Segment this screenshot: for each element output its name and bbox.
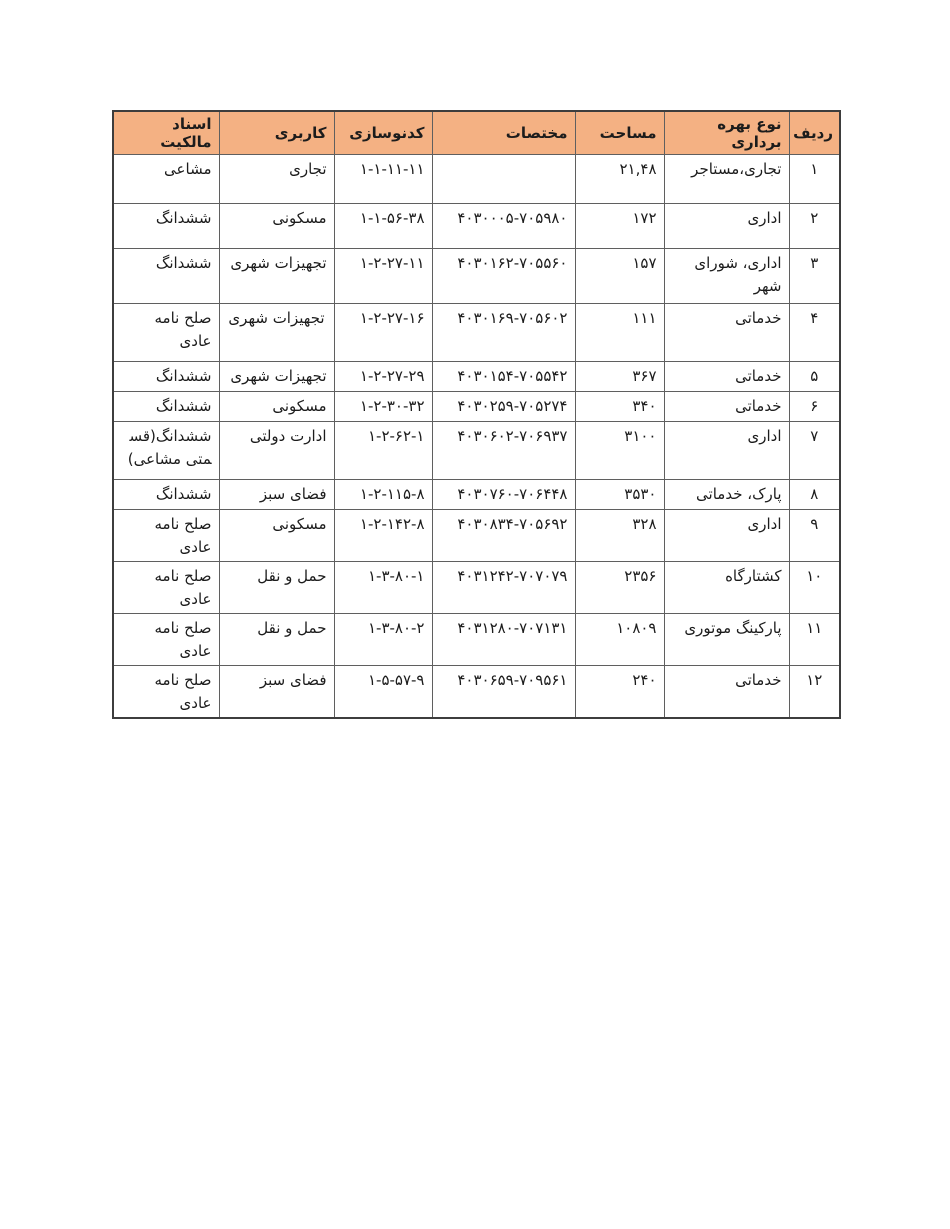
cell-utilization-type: خدماتی [664, 362, 789, 392]
cell-ownership-deed: صلح نامه عادی [113, 614, 219, 666]
col-header-row-number: ردیف [789, 111, 840, 155]
cell-ownership-deed: ششدانگ [113, 362, 219, 392]
cell-utilization-type: پارک، خدماتی [664, 480, 789, 510]
cell-landuse: تجهیزات شهری [219, 249, 334, 304]
cell-utilization-type: خدماتی [664, 392, 789, 422]
cell-row-number: ۷ [789, 422, 840, 480]
cell-utilization-type: خدماتی [664, 304, 789, 362]
cell-ownership-deed: ششدانگ [113, 249, 219, 304]
table-header-row [113, 111, 840, 155]
cell-coordinates: ۴۰۳۰۱۵۴-۷۰۵۵۴۲ [432, 362, 575, 392]
cell-renovation-code: ۱-۲-۱۴۲-۸ [334, 510, 432, 562]
cell-renovation-code: ۱-۱-۱۱-۱۱ [334, 155, 432, 204]
cell-renovation-code: ۱-۳-۸۰-۲ [334, 614, 432, 666]
col-header-utilization-type: نوع بهره برداری [664, 111, 789, 155]
cell-utilization-type: اداری [664, 510, 789, 562]
cell-area: ۳۲۸ [575, 510, 664, 562]
cell-utilization-type: خدماتی [664, 666, 789, 719]
cell-coordinates: ۴۰۳۰۰۰۵-۷۰۵۹۸۰ [432, 204, 575, 249]
table-row [113, 666, 840, 719]
cell-renovation-code: ۱-۲-۳۰-۳۲ [334, 392, 432, 422]
table-row [113, 510, 840, 562]
cell-renovation-code: ۱-۲-۲۷-۱۶ [334, 304, 432, 362]
col-header-landuse: کاربری [219, 111, 334, 155]
cell-ownership-deed: ششدانگ(قسمتی مشاعی) [113, 422, 219, 480]
cell-ownership-deed: مشاعی [113, 155, 219, 204]
table-row [113, 204, 840, 249]
cell-ownership-deed: ششدانگ [113, 392, 219, 422]
cell-renovation-code: ۱-۵-۵۷-۹ [334, 666, 432, 719]
cell-ownership-deed: ششدانگ [113, 204, 219, 249]
cell-landuse: فضای سبز [219, 666, 334, 719]
cell-renovation-code: ۱-۳-۸۰-۱ [334, 562, 432, 614]
table-row [113, 392, 840, 422]
cell-row-number: ۳ [789, 249, 840, 304]
col-header-area: مساحت [575, 111, 664, 155]
cell-ownership-deed: ششدانگ [113, 480, 219, 510]
cell-landuse: مسکونی [219, 392, 334, 422]
cell-ownership-deed: صلح نامه عادی [113, 510, 219, 562]
cell-landuse: تجهیزات شهری [219, 362, 334, 392]
cell-utilization-type: پارکینگ موتوری [664, 614, 789, 666]
cell-coordinates [432, 155, 575, 204]
cell-area: ۲۱,۴۸ [575, 155, 664, 204]
cell-coordinates: ۴۰۳۱۲۴۲-۷۰۷۰۷۹ [432, 562, 575, 614]
properties-table [112, 110, 841, 719]
cell-utilization-type: اداری [664, 422, 789, 480]
cell-landuse: ادارت دولتی [219, 422, 334, 480]
table-row [113, 362, 840, 392]
table-row [113, 304, 840, 362]
cell-renovation-code: ۱-۲-۲۷-۲۹ [334, 362, 432, 392]
cell-area: ۱۰۸۰۹ [575, 614, 664, 666]
cell-coordinates: ۴۰۳۰۷۶۰-۷۰۶۴۴۸ [432, 480, 575, 510]
cell-area: ۳۴۰ [575, 392, 664, 422]
table-row [113, 480, 840, 510]
cell-renovation-code: ۱-۲-۶۲-۱ [334, 422, 432, 480]
cell-renovation-code: ۱-۲-۲۷-۱۱ [334, 249, 432, 304]
table-row [113, 249, 840, 304]
cell-row-number: ۱۲ [789, 666, 840, 719]
cell-row-number: ۵ [789, 362, 840, 392]
cell-landuse: فضای سبز [219, 480, 334, 510]
cell-row-number: ۹ [789, 510, 840, 562]
cell-row-number: ۶ [789, 392, 840, 422]
cell-landuse: مسکونی [219, 204, 334, 249]
table-row [113, 422, 840, 480]
cell-coordinates: ۴۰۳۱۲۸۰-۷۰۷۱۳۱ [432, 614, 575, 666]
cell-renovation-code: ۱-۲-۱۱۵-۸ [334, 480, 432, 510]
cell-ownership-deed: صلح نامه عادی [113, 666, 219, 719]
cell-utilization-type: کشتارگاه [664, 562, 789, 614]
cell-area: ۱۱۱ [575, 304, 664, 362]
cell-ownership-deed: صلح نامه عادی [113, 304, 219, 362]
table-row [113, 155, 840, 204]
cell-row-number: ۱۰ [789, 562, 840, 614]
cell-renovation-code: ۱-۱-۵۶-۳۸ [334, 204, 432, 249]
cell-area: ۲۳۵۶ [575, 562, 664, 614]
cell-coordinates: ۴۰۳۰۶۵۹-۷۰۹۵۶۱ [432, 666, 575, 719]
cell-area: ۲۴۰ [575, 666, 664, 719]
cell-row-number: ۱۱ [789, 614, 840, 666]
cell-row-number: ۲ [789, 204, 840, 249]
cell-coordinates: ۴۰۳۰۱۶۲-۷۰۵۵۶۰ [432, 249, 575, 304]
table-row [113, 562, 840, 614]
cell-area: ۳۶۷ [575, 362, 664, 392]
cell-coordinates: ۴۰۳۰۸۳۴-۷۰۵۶۹۲ [432, 510, 575, 562]
cell-coordinates: ۴۰۳۰۲۵۹-۷۰۵۲۷۴ [432, 392, 575, 422]
cell-landuse: تجهیزات شهری [219, 304, 334, 362]
col-header-ownership-deed: اسناد مالکیت [113, 111, 219, 155]
cell-landuse: مسکونی [219, 510, 334, 562]
cell-landuse: حمل و نقل [219, 614, 334, 666]
cell-area: ۱۵۷ [575, 249, 664, 304]
col-header-renovation-code: کدنوسازی [334, 111, 432, 155]
cell-area: ۳۵۳۰ [575, 480, 664, 510]
cell-row-number: ۸ [789, 480, 840, 510]
cell-row-number: ۴ [789, 304, 840, 362]
cell-utilization-type: تجاری،مستاجر [664, 155, 789, 204]
cell-area: ۱۷۲ [575, 204, 664, 249]
col-header-coordinates: مختصات [432, 111, 575, 155]
cell-row-number: ۱ [789, 155, 840, 204]
cell-utilization-type: اداری [664, 204, 789, 249]
cell-coordinates: ۴۰۳۰۱۶۹-۷۰۵۶۰۲ [432, 304, 575, 362]
cell-utilization-type: اداری، شورای شهر [664, 249, 789, 304]
cell-area: ۳۱۰۰ [575, 422, 664, 480]
table-row [113, 614, 840, 666]
cell-landuse: حمل و نقل [219, 562, 334, 614]
cell-ownership-deed: صلح نامه عادی [113, 562, 219, 614]
cell-landuse: تجاری [219, 155, 334, 204]
cell-coordinates: ۴۰۳۰۶۰۲-۷۰۶۹۳۷ [432, 422, 575, 480]
